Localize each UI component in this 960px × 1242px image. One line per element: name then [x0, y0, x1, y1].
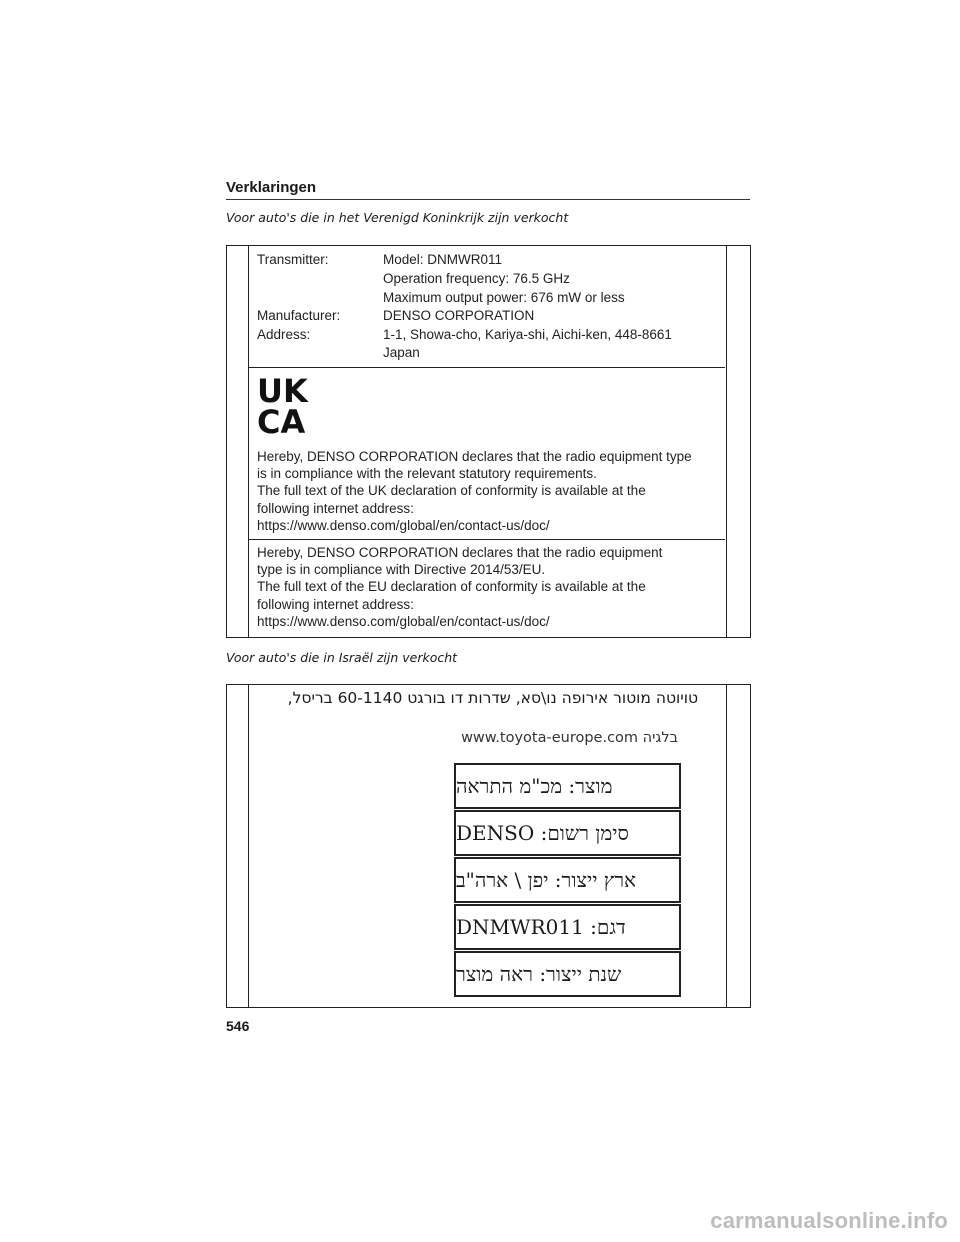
manufacturer-value: DENSO CORPORATION — [383, 308, 535, 323]
site-watermark: carmanualsonline.info — [710, 1208, 948, 1233]
svg-text:CA: CA — [257, 403, 306, 437]
eu-declaration-line: The full text of the EU declaration of conformity is available at the — [257, 579, 646, 595]
uk-declaration-line: The full text of the UK declaration of conformity is available at the — [257, 483, 646, 499]
eu-declaration-line: following internet address: — [257, 596, 414, 612]
title-divider — [226, 199, 750, 200]
israel-info-box: שנת ייצור: ראה מוצר — [454, 951, 681, 997]
manufacturer-key: Manufacturer: — [257, 308, 341, 323]
website-line: www.toyota-europe.com בלגיה — [461, 730, 678, 746]
eu-declaration-line: type is in compliance with Directive 2014/53/EU. — [257, 562, 546, 578]
uk-declaration-line: Hereby, DENSO CORPORATION declares that the radio equipment type — [257, 449, 692, 464]
ukca-mark-logo — [257, 375, 321, 437]
frequency-text: Operation frequency: 76.5 GHz — [383, 271, 570, 286]
israel-info-box: ארץ ייצור: יפן \ ארה"ב — [454, 857, 681, 903]
importer-line: טויוטה מוטור אירופה נו\סא, שדרות דו בורגט 60-1140 בריסל, — [287, 689, 698, 707]
israel-info-box: מוצר: מכ"מ התראה — [454, 763, 681, 809]
uk-declaration-line: following internet address: — [257, 500, 414, 516]
address-key: Address: — [257, 327, 311, 342]
svg-text:UK: UK — [257, 375, 308, 410]
page-number: 546 — [226, 1018, 250, 1034]
uk-declaration-url: https://www.denso.com/global/en/contact-us/doc/ — [257, 517, 550, 533]
section-title: Verklaringen — [226, 179, 317, 196]
address-line-2: Japan — [383, 345, 420, 360]
uk-label-panel — [248, 245, 727, 638]
eu-declaration-url: https://www.denso.com/global/en/contact-us/doc/ — [257, 613, 550, 629]
transmitter-section — [249, 246, 725, 368]
uk-subheading: Voor auto's die in het Verenigd Koninkrijk zijn verkocht — [226, 210, 569, 225]
ukca-section — [249, 368, 725, 540]
model-text: Model: DNMWR011 — [383, 252, 503, 267]
israel-info-box: דגם: DNMWR011 — [454, 904, 681, 950]
uk-declaration-line: is in compliance with the relevant statutory requirements. — [257, 466, 597, 482]
max-power-text: Maximum output power: 676 mW or less — [383, 290, 625, 305]
israel-subheading: Voor auto's die in Israël zijn verkocht — [226, 650, 458, 665]
israel-info-box: סימן רשום: DENSO — [454, 810, 681, 856]
eu-declaration-line: Hereby, DENSO CORPORATION declares that the radio equipment — [257, 545, 663, 560]
address-line-1: 1-1, Showa-cho, Kariya-shi, Aichi-ken, 448-8661 — [383, 327, 672, 342]
transmitter-key: Transmitter: — [257, 252, 329, 267]
eu-declaration-text — [257, 544, 662, 630]
uk-declaration-text — [257, 448, 692, 534]
